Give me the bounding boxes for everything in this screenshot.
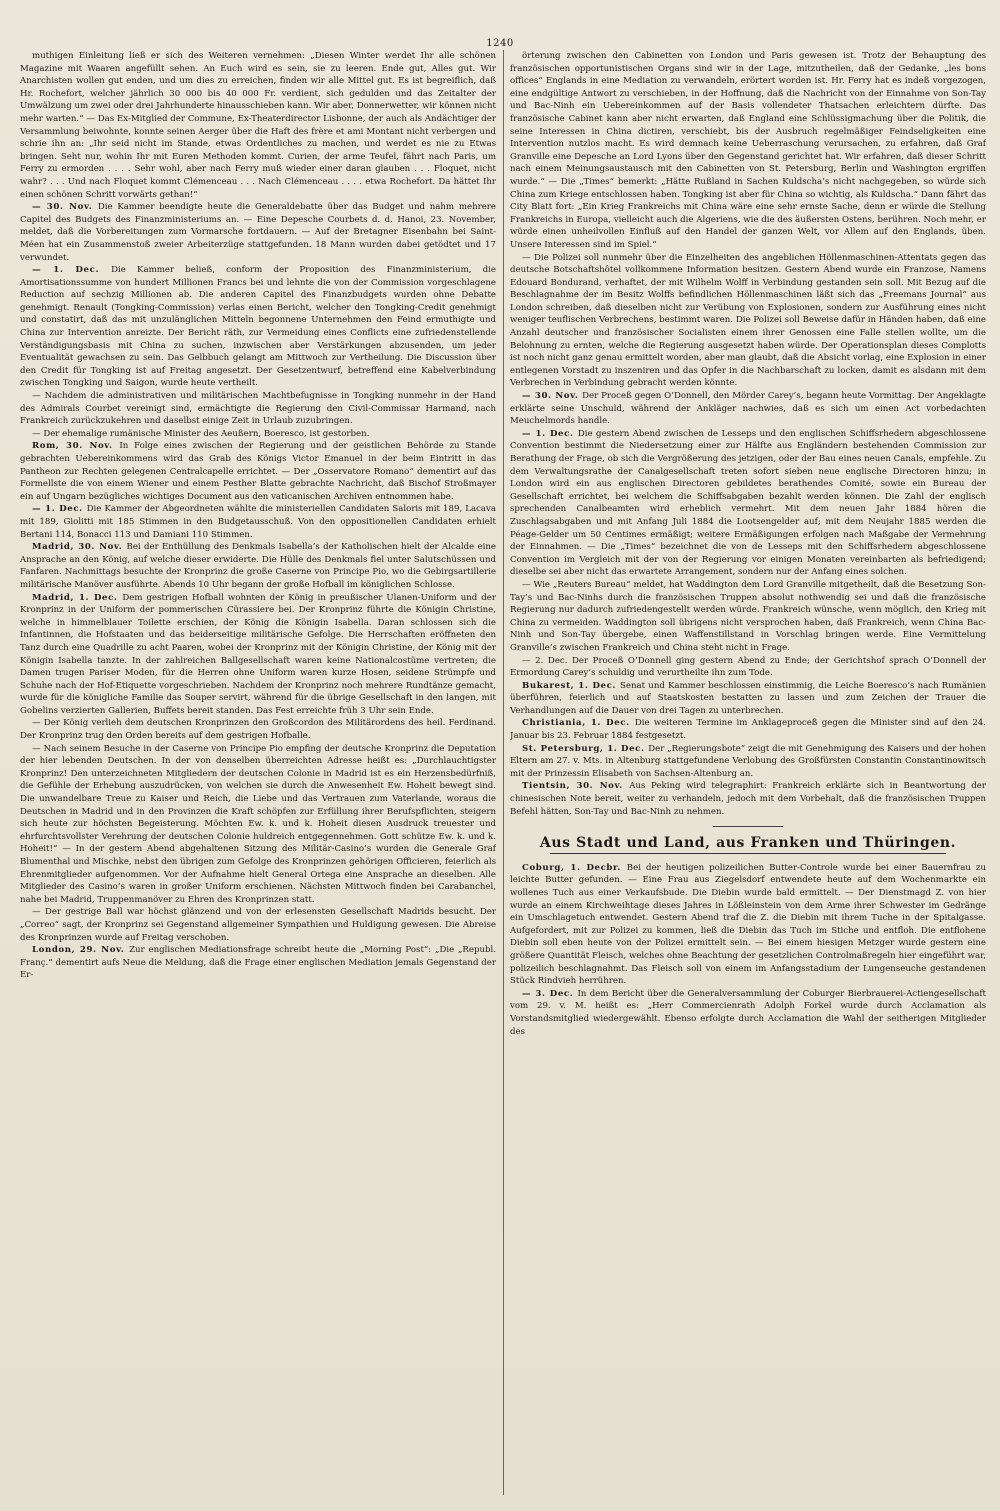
news-paragraph bbox=[510, 50, 986, 252]
news-paragraph bbox=[20, 264, 496, 390]
left-column bbox=[20, 50, 496, 1495]
news-paragraph bbox=[20, 541, 496, 591]
news-paragraph bbox=[20, 717, 496, 742]
news-paragraph bbox=[20, 440, 496, 503]
dateline: Coburg, 1. Decbr. bbox=[522, 862, 627, 873]
article-text: Bei der heutigen polizeilichen Butter-Controle wurde bei einer Bauernfrau zu leichte Butter gefunden. — Eine Frau aus Ziegelsdorf entwendete heute auf dem Wochenmarkte ein wollenes Tuch aus einer Verkaufsbude. Die Diebin wurde bald ermittelt. — Der Dienstmagd Z. von hier wurde an einem Kirchweihtage dieses Jahres in Lößleinstein von dem Arme ihrer Schwester im Gedränge ein Umschlagetuch entwendet. Gestern Abend traf die Z. die Diebin mit ihrem Tuche in der Spitalgasse. Aufgefordert, mit zur Polizei zu kommen, ließ die Diebin das Tuch im Stiche und entfloh. Die entflohene Diebin soll eben heute von der Polizei ermittelt sein. — Bei einem hiesigen Metzger wurde gestern eine größere Quantität Fleisch, welches ohne Beachtung der gesetzlichen Controlmaßregeln hier eingeführt war, polizeilich beschlagnahmt. Das Fleisch soll von einem im Anfangsstadium der Lungenseuche gestandenen Stück Rindvieh herrühren. bbox=[510, 862, 986, 987]
article-text: — Der ehemalige rumänische Minister des Aeußern, Boeresco, ist gestorben. bbox=[32, 428, 370, 439]
article-text: Zur englischen Mediationsfrage schreibt heute die „Morning Post“: „Die „Republ. Franç.“ dementirt aufs Neue die Meldung, daß die Frage einer englischen Mediation jemals Gegenstand der Er- bbox=[20, 945, 496, 981]
dateline: — 1. Dec. bbox=[32, 504, 87, 515]
news-paragraph bbox=[510, 390, 986, 428]
news-paragraph bbox=[510, 252, 986, 391]
dateline: Madrid, 1. Dec. bbox=[32, 592, 123, 603]
dateline: Bukarest, 1. Dec. bbox=[522, 680, 621, 691]
news-paragraph bbox=[20, 944, 496, 982]
article-text: Die Kammer beendigte heute die Generaldebatte über das Budget und nahm mehrere Capitel des Budgets des Finanzministeriums an. — Eine Depesche Courbets d. d. Hanoi, 23. November, meldet, daß die Vorbereitungen zum Vormarsche fortdauern. — Auf der Bretagner Eisenbahn bei Saint-Méen hat ein Zusammenstoß zweier Arbeiterzüge stattgefunden. 18 Mann wurden dabei getödtet und 17 verwundet. bbox=[20, 202, 496, 263]
local-news-paragraph bbox=[510, 988, 986, 1038]
article-text: — Die Polizei soll nunmehr über die Einzelheiten des angeblichen Höllenmaschinen-Attentats gegen das deutsche Botschaftshôtel vollkommene Information besitzen. Gestern Abend wurde ein Franzose, Namens Edouard Bondurand, verhaftet, der mit Wilhelm Wolff in Verbindung gestanden sein soll. Mit Bezug auf die Beschlagnahme der im Besitz Wolffs befindlichen Höllenmaschinen läßt sich das „Freemans Journal“ aus London schreiben, daß dieselben nicht zur Verübung von Explosionen, sondern zur Ausführung eines nicht weniger teuflischen Verbrechens, bestimmt waren. Die Polizei soll Beweise dafür in Händen haben, daß eine Anzahl deutscher und französischer Socialisten einem ihrer Genossen eine Falle stellen wollte, um die Belohnung zu ernten, welche die Regierung ausgesetzt haben würde. Der Operationsplan dieses Complotts ist noch nicht ganz genau ermittelt worden, aber man glaubt, daß die Absicht vorlag, eine Explosion in einer entlegenen Vorstadt zu inszeniren und das Opfer in die Nachbarschaft zu locken, damit es alsdann mit dem Verbrechen in Verbindung gebracht werden könnte. bbox=[510, 252, 986, 389]
news-paragraph bbox=[20, 201, 496, 264]
article-text: — Wie „Reuters Bureau“ meldet, hat Waddington dem Lord Granville mitgetheilt, daß die Besetzung Son-Tay’s und Bac-Ninhs durch die französischen Truppen absolut nothwendig sei und daß die französische Regierung nur dadurch zufriedengestellt werden würde. Frankreich wünsche, wenn möglich, den Krieg mit China zu vermeiden. Waddington soll übrigens nicht versprochen haben, daß Frankreich, wenn China Bac-Ninh und Son-Tay übergebe, einen Waffenstillstand in Vorschlag bringen werde. Eine Vermittelung Granville’s zwischen Frankreich und China steht nicht in Frage. bbox=[510, 579, 986, 653]
news-paragraph bbox=[20, 743, 496, 907]
news-paragraph bbox=[510, 680, 986, 718]
dateline: Christiania, 1. Dec. bbox=[522, 718, 635, 729]
news-paragraph bbox=[20, 428, 496, 441]
dateline: — 30. Nov. bbox=[522, 391, 583, 402]
article-text: In dem Bericht über die Generalversammlung der Coburger Bierbrauerei-Actiengesellschaft vom 29. v. M. heißt es: „Herr Commercienrath Adolph Forkel wurde durch Acclamation als Vorstandsmitglied wiedergewählt. Ebenso erfolgte durch Acclamation die Wahl der seitherigen Mitglieder des bbox=[510, 988, 986, 1037]
article-text: Die Kammer der Abgeordneten wählte die ministeriellen Candidaten Saloris mit 189, Lacava mit 189, Giolitti mit 185 Stimmen in den Budgetausschuß. Von den oppositionellen Candidaten erhielt Bertani 114, Bonacci 113 und Damiani 110 Stimmen. bbox=[20, 504, 496, 540]
dateline: — 3. Dec. bbox=[522, 988, 578, 999]
article-text: Die weiteren Termine im Anklageproceß gegen die Minister sind auf den 24. Januar bis 23. Februar 1884 festgesetzt. bbox=[510, 718, 986, 742]
article-text: — 2. Dec. Der Proceß O’Donnell ging gestern Abend zu Ende; der Gerichtshof sprach O’Donnell der Ermordung Carey’s schuldig und verurtheilte ihn zum Tode. bbox=[510, 655, 986, 679]
article-text: Der Proceß gegen O’Donnell, den Mörder Carey’s, begann heute Vormittag. Der Angeklagte erklärte seine Unschuld, während der Ankläger nachwies, daß es sich um einen Act vorbedachten Meuchelmords handle. bbox=[510, 391, 986, 427]
dateline: St. Petersburg, 1. Dec. bbox=[522, 743, 649, 754]
dateline: Madrid, 30. Nov. bbox=[32, 542, 127, 553]
article-text: Bei der Enthüllung des Denkmals Isabella’s der Katholischen hielt der Alcalde eine Ansprache an den König, auf welche dieser erwiderte. Die Hülle des Denkmals fiel unter Salutschüssen und Fanfaren. Nachmittags besuchte der Kronprinz die große Caserne von Principe Pio, wo die Gebirgsartillerie militärische Manöver ausführte. Abends 10 Uhr begann der große Hofball im königlichen Schlosse. bbox=[20, 542, 496, 590]
news-paragraph bbox=[510, 717, 986, 742]
news-paragraph bbox=[20, 50, 496, 201]
article-text: Senat und Kammer beschlossen einstimmig, die Leiche Boeresco’s nach Rumänien überführen, feierlich und auf Staatskosten bestatten zu lassen und zum Zeichen der Trauer die Verhandlungen auf die Dauer von drei Tagen zu unterbrechen. bbox=[510, 680, 986, 716]
section-heading-rule bbox=[550, 853, 946, 854]
short-separator-rule bbox=[713, 826, 783, 827]
article-text: Dem gestrigen Hofball wohnten der König in preußischer Ulanen-Uniform und der Kronprinz in der Uniform der pommerischen Cürassiere bei. Der Kronprinz führte die Königin Christine, welche in himmelblauer Toilette erschien, der König die Königin Isabella. Daran schlossen sich die Infantinnen, die Hofstaaten und das beiderseitige militärische Gefolge. Die Herrschaften eröffneten den Tanz durch eine Quadrille zu acht Paaren, wobei der Kronprinz mit der Königin Christine, der König mit der Königin Isabella tanzte. In der zahlreichen Ballgesellschaft waren keine Nationalcostüme vertreten; die Damen trugen Pariser Moden, für die Herren ohne Uniform waren kurze Hosen, seidene Strümpfe und Schuhe nach der Hof-Etiquette vorgeschrieben. Nachdem der Kronprinz noch mehrere Rundtänze gemacht, wurde für die königliche Familie das Souper servirt, während für die übrige Gesellschaft in den langen, mit Gobelins verzierten Gallerien, Buffets bereit standen. Das Fest erreichte früh 3 Uhr sein Ende. bbox=[20, 592, 496, 716]
dateline: — 30. Nov. bbox=[32, 202, 98, 213]
right-column bbox=[510, 50, 986, 1495]
news-paragraph bbox=[510, 655, 986, 680]
section-heading: Aus Stadt und Land, aus Franken und Thüringen. bbox=[539, 835, 957, 852]
article-text: muthigen Einleitung ließ er sich des Weiteren vernehmen: „Diesen Winter werdet Ihr alle schönen Magazine mit Waaren angefüllt sehen. An Euch wird es sein, sie zu leeren. Ende gut, Alles gut. Wir Anarchisten wollen gut enden, und um dies zu erreichen, finden wir alle Mittel gut. Es ist begreiflich, daß Hr. Rochefort, welcher jährlich 30 000 bis 40 000 Fr. verdient, sich gedulden und das Zeitalter der Umwälzung um zwei oder drei Jahrhunderte hinausschieben kann. Wir aber, Donnerwetter, wir können nicht mehr warten.“ — Das Ex-Mitglied der Commune, Ex-Theaterdirector Lisbonne, der auch als Andächtiger der Versammlung beiwohnte, konnte seinen Aerger über die Haft des frère et ami Montant nicht verbergen und schrie ihn an: „Ihr seid nicht im Stande, etwas Ordentliches zu machen, und werdet es nie zu Etwas bringen. Seht nur, wohin Ihr mit Euren Methoden kommt. Curien, der arme Teufel, fährt nach Paris, um Ferry zu ermorden . . . . Sehr wohl, aber nach Ferry muß wieder einer daran glauben . . . Floquet, nicht wahr? . . . Und nach Floquet kommt Clémenceau . . . Nach Clémenceau . . . . etwa Rochefort. Da hättet Ihr einen schönen Schritt vorwärts gethan!“ bbox=[20, 51, 496, 200]
dateline: London, 29. Nov. bbox=[32, 945, 130, 956]
article-text: In Folge eines zwischen der Regierung und der geistlichen Behörde zu Stande gebrachten Uebereinkommens wird das Grab des Königs Victor Emanuel in der beim Eintritt in das Pantheon zur Rechten gelegenen Centralcapelle errichtet. — Der „Osservatore Romano“ dementirt auf das Formellste die von einem Wiener und einem Pesther Blatte gebrachte Nachricht, daß Bischof Stroßmayer ein auf Ungarn bezügliches wichtiges Document aus den vaticanischen Archiven entnommen habe. bbox=[20, 441, 496, 502]
article-text: Die gestern Abend zwischen de Lesseps und den englischen Schiffsrhedern abgeschlossene Convention bestimmt die Niedersetzung einer zur Hälfte aus Engländern bestehenden Commission zur Berathung der Frage, ob sich die Vergrößerung des jetzigen, oder der Bau eines neuen Canals, empfehle. Zu dem Verwaltungsrathe der Canalgesellschaft treten sofort sieben neue englische Directoren hinzu; in London wird ein aus englischen Directoren gebildetes berathendes Comité, sowie ein Bureau der Gesellschaft errichtet, bei welchem die Schiffsabgaben bezahlt werden können. Die Zahl der englisch sprechenden Canalbeamten wird erheblich vermehrt. Mit dem neuen Jahr 1884 hören die Zuschlagsabgaben und mit Anfang Juli 1884 die Lootsengelder auf; mit dem Neujahr 1885 werden die Péage-Gelder um 50 Centimes ermäßigt; weitere Ermäßigungen erfolgen nach Maßgabe der Vermehrung der Einnahmen. — Die „Times“ bezeichnet die von de Lesseps mit den Schiffsrhedern abgeschlossene Convention im Vergleich mit der von der Regierung vor einigen Monaten vereinbarten als befriedigend; dieselbe sei aber nicht das erwartete Arrangement, sondern nur der Anfang eines solchen. bbox=[510, 428, 986, 578]
dateline: — 1. Dec. bbox=[522, 428, 578, 439]
dateline: Rom, 30. Nov. bbox=[32, 441, 120, 452]
local-news-paragraph bbox=[510, 862, 986, 988]
article-text: — Der König verlieh dem deutschen Kronprinzen den Großcordon des Militärordens des heil. Ferdinand. Der Kronprinz trug den Orden bereits auf dem gestrigen Hofballe. bbox=[20, 718, 496, 742]
article-text: — Der gestrige Ball war höchst glänzend und von der erlesensten Gesellschaft Madrids besucht. Der „Correo“ sagt, der Kronprinz sei Gegenstand allgemeiner Sympathien und Huldigung gewesen. Die Abreise des Kronprinzen wurde auf Freitag verschoben. bbox=[20, 907, 496, 943]
page-number: 1240 bbox=[486, 38, 514, 49]
column-divider bbox=[503, 50, 504, 1495]
dateline: Tientsin, 30. Nov. bbox=[522, 781, 630, 792]
article-text: Der „Regierungsbote“ zeigt die mit Genehmigung des Kaisers und der hohen Eltern am 27. v. Mts. in Altenburg stattgefundene Verlobung des Großfürsten Constantin Constantinowitsch mit der Prinzessin Elisabeth von Sachsen-Altenburg an. bbox=[510, 743, 986, 779]
article-text: Die Kammer beließ, conform der Proposition des Finanzministerium, die Amortisationssumme von hundert Millionen Francs bei und lehnte die von der Commission vorgeschlagene Reduction auf sechzig Millionen ab. Die anderen Capitel des Finanzbudgets wurden ohne Debatte genehmigt. Renault (Tongking-Commission) verlas einen Bericht, welcher den Tongking-Credit genehmigt und constatirt, daß das mit unzulänglichen Mitteln begonnene Unternehmen den Feind ermuthigte und China zur Intervention anreizte. Der Bericht räth, zur Vermeidung eines Conflicts eine zufriedenstellende Verständigungsbasis mit China zu suchen, inzwischen aber Verstärkungen abzusenden, um jeder Eventualität gewachsen zu sein. Das Gelbbuch gelangt am Mittwoch zur Vertheilung. Die Discussion über den Credit für Tongking ist auf Freitag angesetzt. Der Gesetzentwurf, betreffend eine Kabelverbindung zwischen Tongking und Saigon, wurde heute vertheilt. bbox=[20, 265, 496, 389]
news-paragraph bbox=[510, 780, 986, 818]
dateline: — 1. Dec. bbox=[32, 265, 112, 276]
article-text: örterung zwischen den Cabinetten von London und Paris gewesen ist. Trotz der Behauptung des französischen opportunistischen Organs sind wir in der Lage, mitzutheilen, daß der Gedanke, „les bons offices“ Englands in eine Mediation zu verwandeln, erörtert worden ist. Hr. Ferry hat es indeß vorgezogen, eine endgültige Antwort zu verschieben, in der Hoffnung, daß die Nachricht von der Einnahme von Son-Tay und Bac-Ninh ein Uebereinkommen auf der Basis vollendeter Thatsachen erleichtern dürfte. Das französische Cabinet kann aber nicht erwarten, daß England eine Schlüssigmachung über die Politik, die seine Interessen in China dictiren, verschiebt, bis der Ausbruch regelmäßiger Feindseligkeiten eine Intervention nutzlos macht. Es wird demnach keine Ueberraschung verursachen, zu erfahren, daß Graf Granville eine Depesche an Lord Lyons über den Gegenstand gerichtet hat. Wir erfahren, daß dieser Schritt nach einem Meinungsaustausch mit den Cabinetten von St. Petersburg, Berlin und Washington ergriffen wurde.“ — Die „Times“ bemerkt: „Hätte Rußland in Sachen Kuldscha’s nicht nachgegeben, so würde sich China zum Kriege entschlossen haben. Tongking ist aber für China so wichtig, als Kuldscha.“ Dann fährt das City Blatt fort: „Ein Krieg Frankreichs mit China wäre eine sehr ernste Sache, denn er würde die Stellung Frankreichs in Europa, vielleicht auch die Algeriens, wie die des äußersten Ostens, berühren. Noch mehr, er würde einen unheilvollen Einfluß auf den Handel der ganzen Welt, vor Allem auf den Englands, üben. Unsere Interessen sind im Spiel.“ bbox=[510, 51, 986, 250]
news-paragraph bbox=[20, 503, 496, 541]
news-paragraph bbox=[20, 390, 496, 428]
news-paragraph bbox=[20, 906, 496, 944]
news-paragraph bbox=[510, 428, 986, 579]
news-paragraph bbox=[510, 743, 986, 781]
news-paragraph bbox=[20, 592, 496, 718]
article-text: — Nach seinem Besuche in der Caserne von Principe Pio empfing der deutsche Kronprinz die Deputation der hier lebenden Deutschen. In der von denselben überreichten Adresse heißt es: „Durchlauchtigster Kronprinz! Den unterzeichneten Mitgliedern der deutschen Colonie in Madrid ist es ein Herzensbedürfniß, die Gefühle der Erhebung auszudrücken, von welchen sie durch die Anwesenheit Ew. Hoheit bewegt sind. Die unwandelbare Treue zu Kaiser und Reich, die Liebe und das Vertrauen zum Vaterlande, woraus die Deutschen in Madrid und in den Provinzen die Kraft schöpfen zur Erfüllung ihrer Berufspflichten, steigern sich heute zur höchsten Begeisterung. Möchten Ew. k. und k. Hoheit diesen Ausdruck treuester und ehrfurchtsvollster Verehrung der deutschen Colonie huldreich entgegennehmen. Gott schütze Ew. k. und k. Hoheit!“ — In der gestern Abend abgehaltenen Sitzung des Militär-Casino’s wurden die Generale Graf Blumenthal und Mischke, nebst den übrigen zum Gefolge des Kronprinzen gehörigen Officieren, feierlich als Ehrenmitglieder aufgenommen. Vor der Aufnahme hielt General Ortega eine Ansprache an dieselben. Alle Mitglieder des Casino’s waren in großer Uniform erschienen. Nächsten Mittwoch finden bei Carabanchel, nahe bei Madrid, Truppenmanöver zu Ehren des Kronprinzen statt. bbox=[20, 743, 496, 905]
article-text: — Nachdem die administrativen und militärischen Machtbefugnisse in Tongking nunmehr in der Hand des Admirals Courbet vereinigt sind, ermächtigte die Regierung den Civil-Commissar Harmand, nach Frankreich zurückzukehren und daselbst einige Zeit in Urlaub zuzubringen. bbox=[20, 391, 496, 427]
news-paragraph bbox=[510, 579, 986, 655]
article-text: Aus Peking wird telegraphirt: Frankreich erklärte sich in Beantwortung der chinesischen Note bereit, weiter zu verhandeln, jedoch mit dem Vorbehalt, daß die französischen Truppen Befehl hätten, Son-Tay und Bac-Ninh zu nehmen. bbox=[510, 781, 986, 817]
